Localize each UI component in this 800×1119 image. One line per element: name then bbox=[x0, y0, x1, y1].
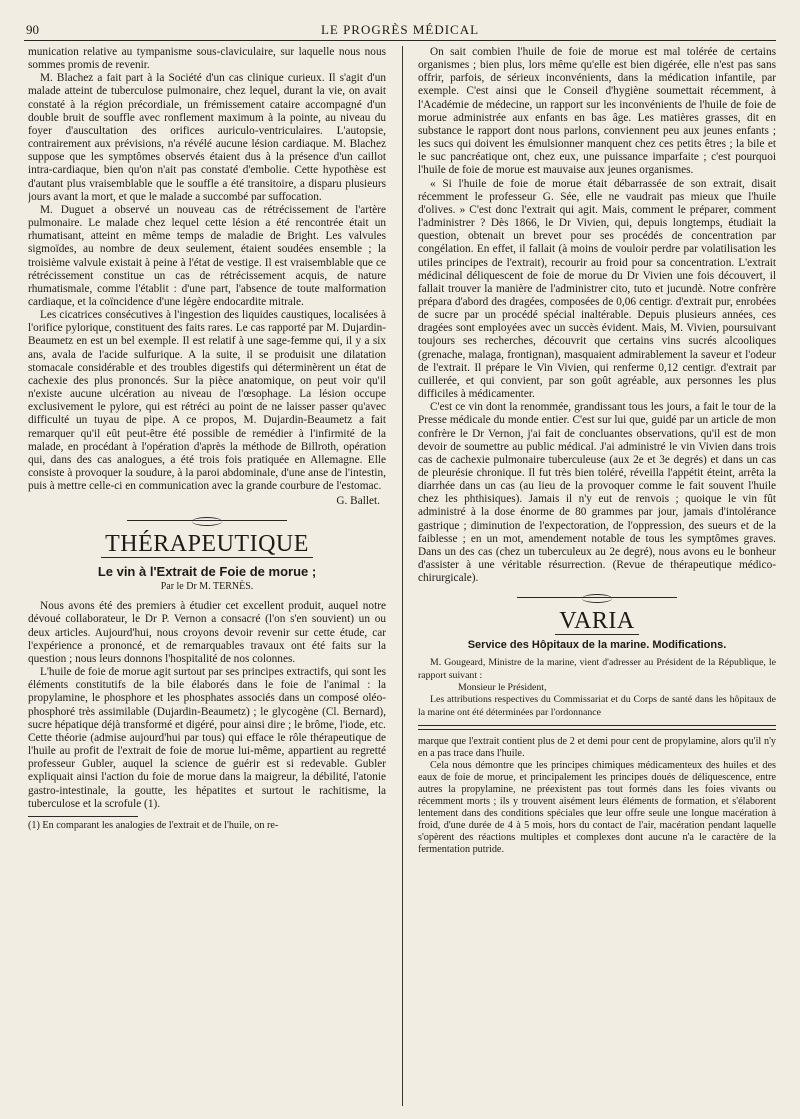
footnote-rule bbox=[28, 816, 138, 817]
section-title-text: THÉRAPEUTIQUE bbox=[101, 531, 313, 558]
section-title bbox=[418, 608, 776, 635]
ornamental-divider bbox=[517, 594, 677, 602]
paragraph: C'est ce vin dont la renommée, grandissant tous les jours, a fait le tour de la Presse médicale du monde entier. C'est sur lui que, guidé par un article de mon confrère le Dr Vernon, j'ai fait de concluantes observations, qu'il est de mon devoir de soumettre au public médical. J'ai administré le vin Vivien dans trois cas de cachexie pulmonaire tuberculeuse (aux 2e et 3e degrés) et dans un cas de pleurésie chronique. Il fut très bien toléré, réveilla l'appétit éteint, arrêta la diarrhée dans un cas (au lieu de la provoquer comme le fait souvent l'huile chez les phthisiques). Jamais il n'y eut de renvois ; quoique le vin fût administré à la dose énorme de 80 grammes par jour, jamais d'intolérance gastrique ; diminution de l'expectoration, de l'oppression, des sueurs et de la faiblesse ; en un mot, amendement notable de tous les symptômes graves. Dans un des cas (chez un tuberculeux au 2e degré), nous avons eu le bonheur d'assister à une véritable résurrection. (Revue de thérapeutique médico-chirurgicale). bbox=[418, 401, 776, 585]
footnote-rule bbox=[418, 725, 776, 730]
paragraph: On sait combien l'huile de foie de morue est mal tolérée de certains organismes ; bien plus, lors même qu'elle est bien digérée, elle n'est pas sans offrir, parfois, de sérieux inconvénients, dans la médication infantile, par exemple. C'est ainsi que le Conseil d'hygiène soumettait récemment, à l'Académie de médecine, un rapport sur les inconvénients de l'huile de foie de morue administrée aux enfants en bas âge. Les matières grasses, dit en substance le rapport dont nous parlons, conviennent peu aux jeunes enfants ; les sucs qui doivent les émulsionner manquent chez ces petits êtres ; la bile et le suc pancréatique ont, chez eux, une puissance imparfaite ; c'est pourquoi l'huile de foie de morue est mauvaise aux jeunes organismes. bbox=[418, 46, 776, 177]
article-byline: Par le Dr M. TERNÈS. bbox=[160, 581, 254, 593]
paragraph: M. Gougeard, Ministre de la marine, vient d'adresser au Président de la République, le rapport suivant : bbox=[418, 657, 776, 681]
paragraph: munication relative au tympanisme sous-claviculaire, sur laquelle nous nous sommes promis de revenir. bbox=[28, 46, 386, 72]
salutation: Monsieur le Président, bbox=[458, 682, 547, 693]
newspaper-page bbox=[24, 20, 776, 1110]
left-column bbox=[28, 46, 386, 1106]
ornamental-divider bbox=[127, 517, 287, 525]
page-number: 90 bbox=[26, 22, 39, 37]
section-title bbox=[28, 531, 386, 558]
page-header bbox=[24, 20, 776, 41]
paragraph: Les cicatrices consécutives à l'ingestion des liquides caustiques, localisées à l'orifice pylorique, constituent des faits rares. Le cas rapporté par M. Dujardin-Beaumetz en est un bel exemple. Il est relatif à une sage-femme qui, il y a six ans, avala de l'acide sulfurique. A la suite, il se produisit une dilatation stomacale considérable et des troubles digestifs qui déterminèrent un état de cachexie des plus prononcés. Sur la pièce anatomique, on peut voir qu'il n'existe aucune ulcération au niveau de l'œsophage. La lésion occupe exclusivement le pylore, qui est rétréci au point de ne laisser passer qu'avec difficulté un tuyau de pipe. A ce propos, M. Dujardin-Beaumetz a fait remarquer qu'il eût peut-être été possible de remédier à l'infirmité de la malade, en procédant à l'opération d'après la méthode de Billroth, opération qui, dans des cas analogues, a été trois fois pratiquée en Allemagne. Elle consiste à provoquer la soudure, à la paroi abdominale, d'une anse de l'intestin, puis à mettre celle-ci en communication avec la grande courbure de l'estomac. bbox=[28, 309, 386, 493]
article-title: Le vin à l'Extrait de Foie de morue ; bbox=[97, 564, 317, 580]
varia-subhead: Service des Hôpitaux de la marine. Modifications. bbox=[467, 639, 727, 652]
journal-title: LE PROGRÈS MÉDICAL bbox=[320, 22, 480, 37]
author-signature: G. Ballet. bbox=[336, 495, 380, 508]
paragraph: L'huile de foie de morue agit surtout par ses principes extractifs, qui sont les éléments constitutifs de la bile élaborés dans le foie de l'animal : la propylamine, le phosphore et les phosphates associés dans un composé oléo-phosphoré très assimilable (Dujardin-Beaumetz) ; le glycogène (Cl. Bernard), sucre hépatique déjà transformé et digéré, pour ainsi dire ; le brôme, l'iode, etc. Cette théorie (admise aujourd'hui par tous) qui efface le rôle thérapeutique de l'huile au profit de l'extrait de foie de morue lui-même, appartient au regretté professeur Gubler, auquel la science de guérir est si redevable. Gubler expliquait ainsi l'action du foie de morue dans la maigreur, la débilité, l'atonie gastro-intestinale, la goutte, les hépatites et surtout le rachitisme, la tuberculose et la scrofule (1). bbox=[28, 666, 386, 810]
footnote: (1) En comparant les analogies de l'extrait et de l'huile, on re- bbox=[28, 819, 279, 831]
footnote-continuation: marque que l'extrait contient plus de 2 et demi pour cent de propylamine, alors qu'il n'y en a pas trace dans l'huile. bbox=[418, 735, 776, 759]
right-column bbox=[418, 46, 776, 1106]
section-title-text: VARIA bbox=[555, 608, 638, 635]
paragraph: Nous avons été des premiers à étudier cet excellent produit, auquel notre dévoué collaborateur, le Dr P. Vernon a consacré (l'on s'en souvient) un ou deux articles. Aujourd'hui, nous croyons devoir revenir sur cette étude, car l'expérience a prononcé, et de remarquables travaux ont été faits sur la question ; nous leurs donnons l'hospitalité de nos colonnes. bbox=[28, 600, 386, 665]
paragraph: M. Duguet a observé un nouveau cas de rétrécissement de l'artère pulmonaire. Le malade chez lequel cette lésion a été rencontrée était un rhumatisant, atteint en même temps de maladie de Bright. Les valvules sigmoïdes, au nombre de deux seulement, étaient soudées ensemble ; la troisième valvule existait à peine à l'état de vestige. Il est vraisemblable que ce rétrécissement constitue un cas de rétrécissement acquis, de nature rhumatismale, comme l'établit : d'une part, l'absence de toute malformation cardiaque, et la coïncidence d'une légère endocardite mitrale. bbox=[28, 203, 386, 308]
paragraph: Les attributions respectives du Commissariat et du Corps de santé dans les hôpitaux de la marine ont été déterminées par l'ordonnance bbox=[418, 694, 776, 718]
paragraph: M. Blachez a fait part à la Société d'un cas clinique curieux. Il s'agit d'un malade atteint de tuberculose pulmonaire, chez lequel, durant la vie, on avait constaté à la région précordiale, un frémissement cataire accompagné d'un double bruit de souffle avec ronflement maximum à la pointe, au niveau du foyer d'auscultation des orifices auriculo-ventriculaires. L'autopsie, contrairement aux prévisions, n'a révélé aucune lésion cardiaque. M. Blachez suppose que les symptômes observés étaient dus à la présence d'un caillot intra-cardiaque, bien qu'on n'ait pas constaté d'embolie. Cette hypothèse est d'autant plus vraisemblable que le souffle a été transitoire, a disparu plusieurs jours avant la mort, et que le malade a succombé par suffocation. bbox=[28, 72, 386, 203]
paragraph: « Si l'huile de foie de morue était débarrassée de son extrait, disait récemment le professeur G. Sée, elle ne vaudrait pas mieux que l'huile d'olives. » C'est donc l'extrait qui agit. Mais, comment le préparer, comment l'administrer ? Dès 1866, le Dr Vivien, qui, depuis longtemps, étudiait la question, obtenait un brevet pour ses procédés de concentration par congélation. En effet, il fallait (à moins de vouloir perdre par volatilisation les utiles principes de l'extrait), recourir au froid pour sa concentration. L'extrait médicinal déliquescent de foie de morue du Dr Vivien une fois découvert, il fallait trouver la manière de l'administrer cito, tuto et jucundè. Notre confrère prépara d'abord des dragées, composées de 0,06 centigr. d'extrait pur, enrobées de sucre par un procédé spécial inaltérable. Depuis plusieurs années, ces dragées sont employées avec un succès évident. Mais, M. Vivien, poursuivant toujours ses recherches, découvrit que certains vins sucrés alcooliques (grenache, malaga, frontignan), masquaient admirablement la saveur et l'odeur de l'extrait. Il prépare le Vin Vivien, qui renferme 0,12 centigr. d'extrait par cuillerée, et qui convient, par son goût agréable, aux personnes les plus difficiles à médicamenter. bbox=[418, 177, 776, 401]
footnote-continuation: Cela nous démontre que les principes chimiques médicamenteux des huiles et des eaux de foie de morue, et principalement les principes doués de déliquescence, entre autres la propylamine, ne préexistent pas tout formés dans les foies vivants ou récemment morts ; ils y trouvent aisément leurs éléments de formation, et s'élaborent lentement dans des conditions spéciales que leur offre seule une longue macération à froid, d'une durée de 4 à 5 mois, hors du contact de l'air, macération pendant laquelle s'opèrent des réactions multiples et complexes dont aucune n'a le caractère de la fermentation putride. bbox=[418, 759, 776, 855]
columns bbox=[24, 46, 776, 1106]
